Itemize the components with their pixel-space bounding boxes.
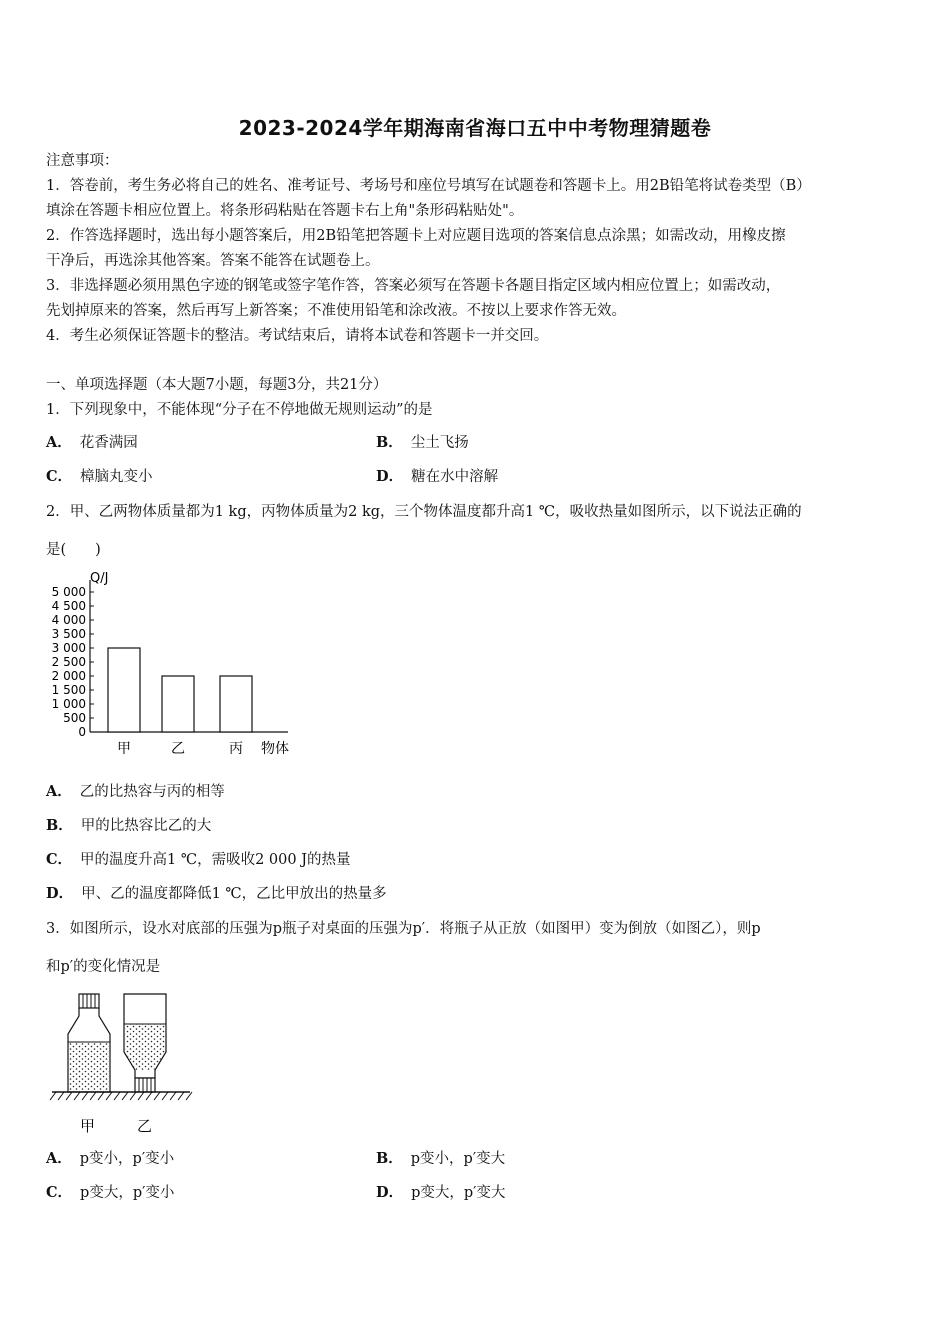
q1-option-b[interactable]	[376, 433, 469, 453]
option-label: D．	[46, 885, 74, 902]
bottle-upright	[68, 994, 110, 1092]
notice-line: 3．非选择题必须用黑色字迹的钢笔或签字笔作答，答案必须写在答题卡各题目指定区域内相应位置上；如需改动，	[46, 278, 781, 294]
table-surface	[50, 1092, 192, 1100]
option-label: B．	[46, 817, 73, 834]
bar-3	[220, 676, 252, 732]
y-tick-label: 4 000	[51, 613, 86, 627]
y-tick-label: 4 500	[51, 599, 86, 613]
x-tick-label: 乙	[171, 741, 185, 757]
option-text: p变大，p′变小	[80, 1185, 175, 1201]
notice-line: 4．考生必须保证答题卡的整洁。考试结束后，请将本试卷和答题卡一并交回。	[46, 328, 549, 344]
y-tick-label: 5 000	[51, 585, 86, 599]
option-text: 糖在水中溶解	[411, 469, 499, 485]
q2-option-c[interactable]	[46, 850, 351, 870]
option-label: B．	[376, 1150, 403, 1167]
option-label: B．	[376, 434, 403, 451]
chart-x-label: 物体	[261, 741, 289, 757]
option-label: A．	[46, 434, 72, 451]
question-3-stem: 3．如图所示，设水对底部的压强为p瓶子对桌面的压强为p′．将瓶子从正放（如图甲）变为倒放（如图乙），则p	[46, 921, 761, 937]
q2-option-d[interactable]	[46, 884, 387, 904]
y-tick-label: 1 500	[51, 683, 86, 697]
notice-line: 干净后，再选涂其他答案。答案不能答在试题卷上。	[46, 253, 380, 269]
y-tick-label: 2 000	[51, 669, 86, 683]
x-tick-label: 丙	[229, 741, 243, 757]
y-tick-label: 3 000	[51, 641, 86, 655]
option-label: A．	[46, 783, 72, 800]
option-text: 甲、乙的温度都降低1 ℃，乙比甲放出的热量多	[81, 886, 387, 902]
bar-1	[108, 648, 140, 732]
question-1-stem: 1．下列现象中，不能体现“分子在不停地做无规则运动”的是	[46, 402, 433, 418]
question-2-stem: 2．甲、乙两物体质量都为1 kg，丙物体质量为2 kg，三个物体温度都升高1 ℃，吸收热量如图所示，以下说法正确的	[46, 504, 802, 520]
question-3-stem-cont: 和p′的变化情况是	[46, 959, 161, 975]
notice-line: 2．作答选择题时，选出每小题答案后，用2B铅笔把答题卡上对应题目选项的答案信息点涂黑；如需改动，用橡皮擦	[46, 228, 786, 244]
q3-option-b[interactable]	[376, 1149, 505, 1169]
option-label: D．	[376, 468, 404, 485]
q2-bar-chart	[40, 564, 310, 764]
option-text: p变大，p′变大	[411, 1185, 506, 1201]
option-text: 甲的比热容比乙的大	[80, 818, 212, 834]
bottle-inverted	[124, 994, 166, 1092]
q3-option-c[interactable]	[46, 1183, 174, 1203]
y-tick-label: 1 000	[51, 697, 86, 711]
q1-option-a[interactable]	[46, 433, 138, 453]
notice-line: 填涂在答题卡相应位置上。将条形码粘贴在答题卡右上角"条形码粘贴处"。	[46, 203, 524, 219]
option-label: C．	[46, 851, 73, 868]
page-title: 2023-2024学年期海南省海口五中中考物理猜题卷	[238, 116, 712, 140]
q2-option-a[interactable]	[46, 782, 225, 802]
option-label: D．	[376, 1184, 404, 1201]
option-text: p变小，p′变小	[79, 1151, 175, 1167]
q3-option-d[interactable]	[376, 1183, 505, 1203]
y-tick-label: 3 500	[51, 627, 86, 641]
figure-label-b: 乙	[137, 1117, 153, 1135]
notice-line: 先划掉原来的答案，然后再写上新答案；不准使用铅笔和涂改液。不按以上要求作答无效。	[46, 303, 626, 319]
option-text: 尘土飞扬	[410, 435, 469, 451]
option-text: 乙的比热容与丙的相等	[79, 784, 225, 800]
x-tick-label: 甲	[117, 741, 131, 757]
notice-line: 1．答卷前，考生务必将自己的姓名、准考证号、考场号和座位号填写在试题卷和答题卡上。用2B铅笔将试卷类型（B）	[46, 178, 811, 194]
question-2-stem-cont: 是( )	[46, 542, 101, 558]
q2-option-b[interactable]	[46, 816, 211, 836]
q1-option-c[interactable]	[46, 467, 153, 487]
bottle-figure	[48, 990, 198, 1140]
option-label: C．	[46, 1184, 73, 1201]
y-tick-label: 2 500	[51, 655, 86, 669]
y-tick-label: 0	[78, 725, 86, 739]
option-text: 花香满园	[79, 435, 138, 451]
option-label: A．	[46, 1150, 72, 1167]
q1-option-d[interactable]	[376, 467, 498, 487]
option-text: p变小，p′变大	[410, 1151, 506, 1167]
option-label: C．	[46, 468, 73, 485]
section-heading: 一、单项选择题（本大题7小题，每题3分，共21分）	[46, 377, 388, 393]
option-text: 甲的温度升高1 ℃，需吸收2 000 J的热量	[80, 852, 351, 868]
notice-heading: 注意事项：	[46, 153, 119, 169]
q3-option-a[interactable]	[46, 1149, 174, 1169]
chart-y-label: Q/J	[90, 571, 109, 586]
y-tick-label: 500	[63, 711, 86, 725]
figure-label-a: 甲	[80, 1117, 96, 1135]
bar-2	[162, 676, 194, 732]
option-text: 樟脑丸变小	[80, 469, 153, 485]
